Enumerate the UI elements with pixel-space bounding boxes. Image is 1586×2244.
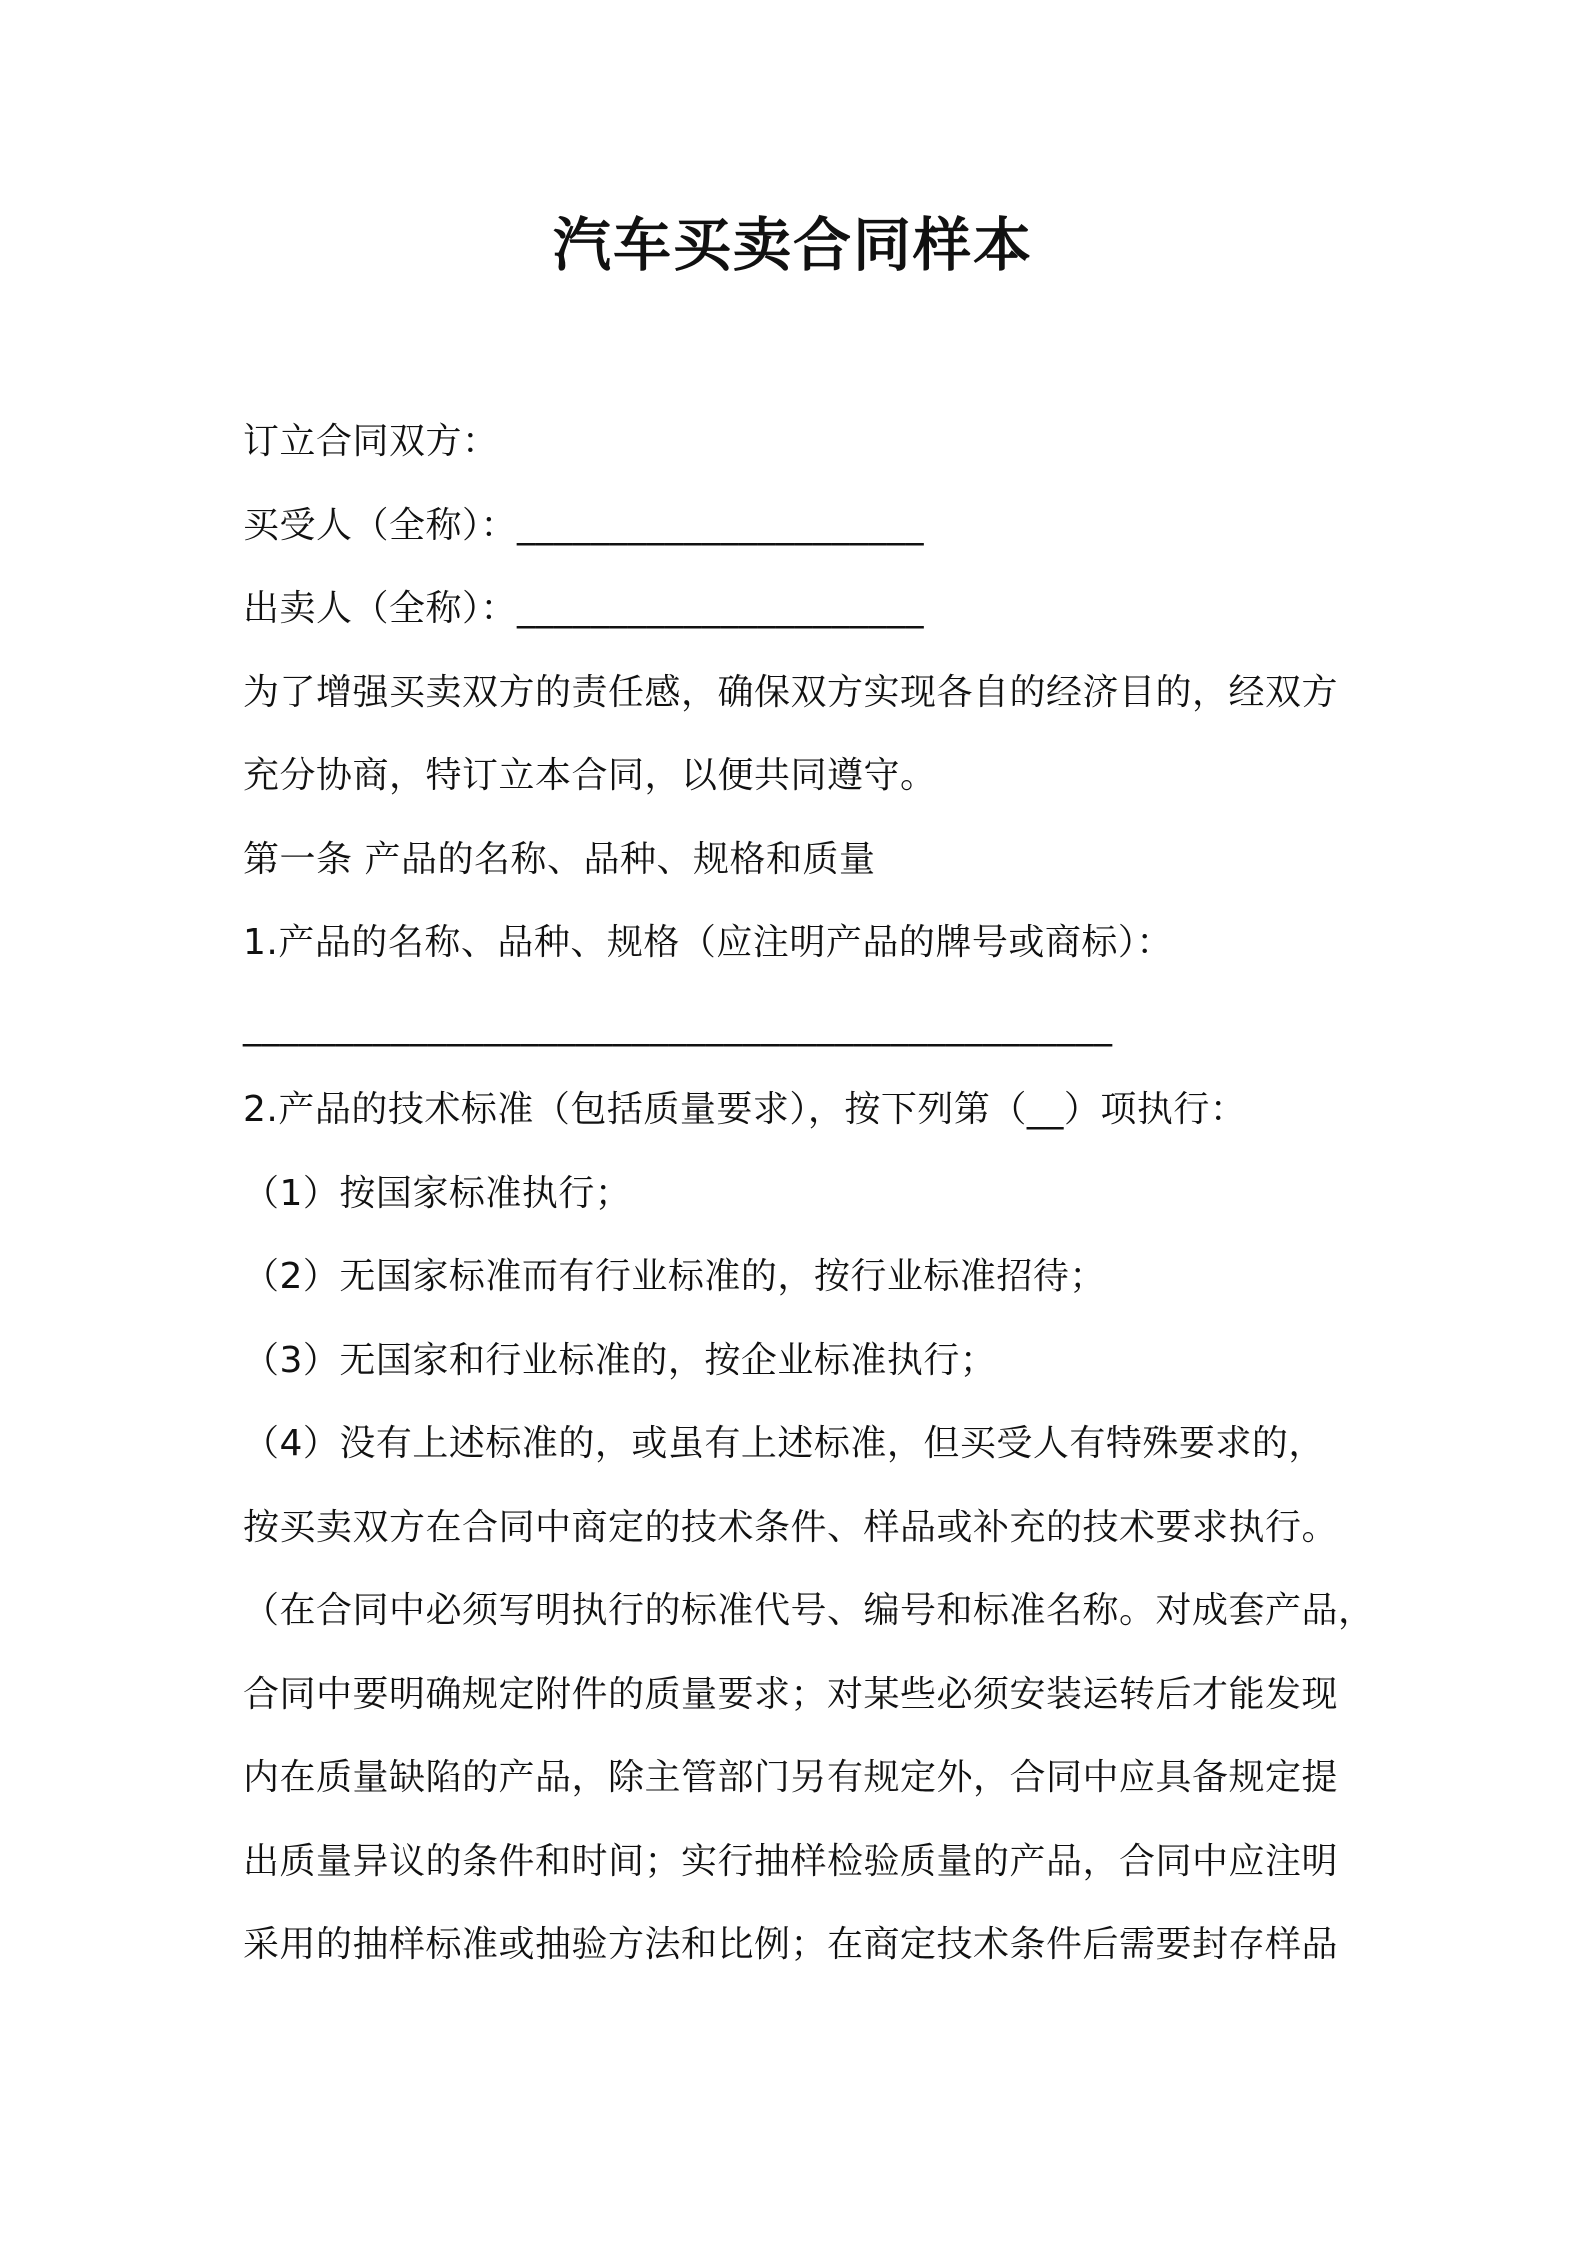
- clause-1-line: 1.产品的名称、品种、规格（应注明产品的牌号或商标）：: [243, 922, 1173, 963]
- note-line-2: 合同中要明确规定附件的质量要求；对某些必须安装运转后才能发现: [243, 1673, 1339, 1715]
- item-3-line: （3）无国家和行业标准的，按企业标准执行；: [243, 1339, 997, 1381]
- document-title: 汽车买卖合同样本: [552, 211, 1033, 279]
- note-line-3: 内在质量缺陷的产品，除主管部门另有规定外，合同中应具备规定提: [243, 1757, 1339, 1798]
- item-4-line-2: 按买卖双方在合同中商定的技术条件、样品或补充的技术要求执行。: [243, 1506, 1339, 1548]
- article-1-heading: 第一条 产品的名称、品种、规格和质量: [243, 838, 876, 880]
- parties-heading: 订立合同双方：: [243, 421, 499, 462]
- preamble-line-1: 为了增强买卖双方的责任感，确保双方实现各自的经济目的，经双方: [243, 671, 1339, 713]
- item-1-line: （1）按国家标准执行；: [243, 1172, 632, 1214]
- clause-1-blank-line: _______________________________________________: [243, 1005, 1113, 1047]
- note-line-4: 出质量异议的条件和时间；实行抽样检验质量的产品，合同中应注明: [243, 1840, 1339, 1882]
- clause-2-line: 2.产品的技术标准（包括质量要求），按下列第（__）项执行：: [243, 1089, 1247, 1130]
- preamble-line-2: 充分协商，特订立本合同，以便共同遵守。: [243, 755, 937, 796]
- seller-name-line: 出卖人（全称）：______________________: [243, 588, 925, 629]
- note-line-1: （在合同中必须写明执行的标准代号、编号和标准名称。对成套产品，: [243, 1590, 1375, 1631]
- item-2-line: （2）无国家标准而有行业标准的，按行业标准招待；: [243, 1256, 1106, 1297]
- document-body: [243, 400, 1375, 1987]
- note-line-5: 采用的抽样标准或抽验方法和比例；在商定技术条件后需要封存样品: [243, 1924, 1339, 1965]
- item-4-line-1: （4）没有上述标准的，或虽有上述标准，但买受人有特殊要求的，: [243, 1423, 1325, 1464]
- buyer-name-line: 买受人（全称）：______________________: [243, 504, 925, 546]
